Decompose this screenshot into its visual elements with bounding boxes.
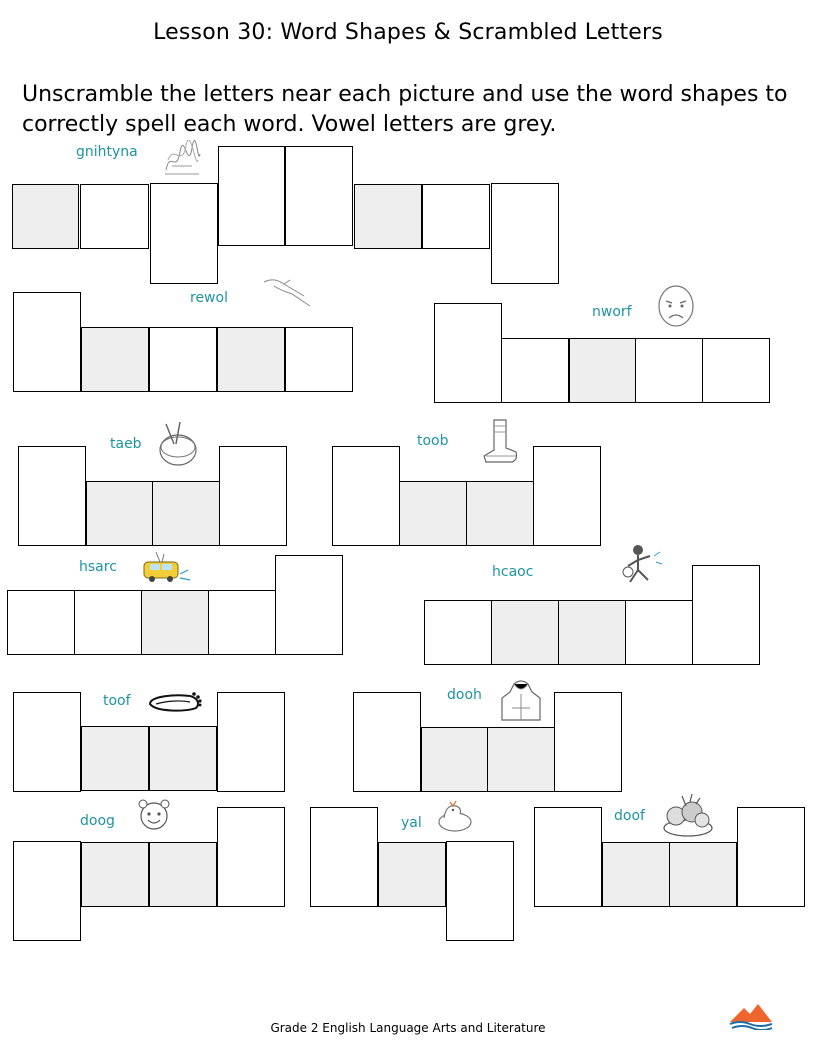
scrambled-word: rewol	[190, 290, 228, 306]
frowning-face-icon	[656, 284, 696, 328]
letter-box-vowel[interactable]	[487, 727, 555, 792]
instructions: Unscramble the letters near each picture and use the word shapes to correctly spell each word. Vowel letters are grey.	[22, 82, 788, 137]
letter-box-vowel[interactable]	[558, 600, 626, 665]
letter-box[interactable]	[501, 338, 569, 403]
food-pile-icon	[662, 790, 714, 838]
letter-box-tail[interactable]	[491, 183, 559, 284]
letter-box-vowel[interactable]	[152, 481, 220, 546]
scrambled-word: taeb	[110, 436, 142, 452]
page-title: Lesson 30: Word Shapes & Scrambled Letters	[153, 20, 663, 45]
letter-box-tall[interactable]	[310, 807, 378, 907]
letter-box-vowel[interactable]	[81, 726, 149, 791]
footprint-icon	[146, 688, 204, 716]
letter-box-tail[interactable]	[13, 841, 81, 941]
mountain-logo-icon	[728, 1002, 774, 1030]
letter-box-tall[interactable]	[13, 692, 81, 792]
scrambled-word: nworf	[592, 304, 632, 320]
letter-box[interactable]	[625, 600, 693, 665]
letter-box[interactable]	[208, 590, 276, 655]
scribble-picture-icon	[162, 140, 202, 178]
letter-box-tall[interactable]	[18, 446, 86, 546]
scrambled-word: dooh	[447, 687, 482, 703]
letter-box-vowel[interactable]	[399, 481, 467, 546]
scrambled-word: doog	[80, 813, 115, 829]
letter-box[interactable]	[285, 327, 353, 392]
scrambled-word: yal	[401, 815, 422, 831]
letter-box-vowel[interactable]	[378, 842, 446, 907]
letter-box-tall[interactable]	[434, 303, 502, 403]
letter-box-tall[interactable]	[534, 807, 602, 907]
letter-box[interactable]	[424, 600, 492, 665]
letter-box-vowel[interactable]	[669, 842, 737, 907]
boot-icon	[480, 418, 520, 466]
letter-box[interactable]	[635, 338, 703, 403]
letter-box-tall[interactable]	[737, 807, 805, 907]
letter-box-tall[interactable]	[353, 692, 421, 792]
letter-box[interactable]	[149, 327, 217, 392]
scrambled-word: doof	[614, 808, 645, 824]
letter-box-vowel[interactable]	[466, 481, 534, 546]
drum-icon	[158, 420, 200, 468]
letter-box-vowel[interactable]	[491, 600, 559, 665]
pointing-hand-icon	[260, 274, 314, 310]
scrambled-word: toob	[417, 433, 449, 449]
letter-box-tall[interactable]	[219, 446, 287, 546]
letter-box-vowel[interactable]	[217, 327, 285, 392]
letter-box-vowel[interactable]	[81, 842, 149, 907]
letter-box[interactable]	[422, 184, 490, 249]
letter-box-vowel[interactable]	[149, 842, 217, 907]
scrambled-word: hsarc	[79, 559, 117, 575]
letter-box-tall[interactable]	[275, 555, 343, 655]
letter-box[interactable]	[702, 338, 770, 403]
letter-box[interactable]	[80, 184, 149, 249]
letter-box-vowel[interactable]	[149, 726, 217, 791]
letter-box-vowel[interactable]	[86, 481, 153, 546]
letter-box-tall[interactable]	[217, 692, 285, 792]
letter-box-tail[interactable]	[446, 841, 514, 941]
soccer-coach-icon	[620, 542, 666, 586]
letter-box-tall[interactable]	[533, 446, 601, 546]
letter-box-tall[interactable]	[217, 807, 285, 907]
scrambled-word: hcaoc	[492, 564, 534, 580]
letter-box-tall[interactable]	[332, 446, 400, 546]
scrambled-word: toof	[103, 693, 131, 709]
hen-icon	[436, 798, 474, 834]
letter-box-tall[interactable]	[692, 565, 760, 665]
footer-text: Grade 2 English Language Arts and Literature	[270, 1021, 546, 1035]
letter-box-vowel[interactable]	[81, 327, 149, 392]
letter-box-tall[interactable]	[285, 146, 353, 246]
letter-box-tail[interactable]	[150, 183, 218, 284]
letter-box-tall[interactable]	[218, 146, 285, 246]
car-crash-icon	[140, 550, 192, 586]
smiling-face-icon	[136, 798, 172, 832]
letter-box-vowel[interactable]	[141, 590, 209, 655]
letter-box-vowel[interactable]	[569, 338, 636, 403]
letter-box[interactable]	[74, 590, 142, 655]
scrambled-word: gnihtyna	[76, 144, 138, 160]
letter-box-vowel[interactable]	[602, 842, 670, 907]
hoodie-icon	[500, 680, 542, 724]
letter-box-tall[interactable]	[13, 292, 81, 392]
letter-box-vowel[interactable]	[421, 727, 488, 792]
letter-box-tall[interactable]	[554, 692, 622, 792]
letter-box-vowel[interactable]	[12, 184, 79, 249]
letter-box-vowel[interactable]	[354, 184, 422, 249]
letter-box[interactable]	[7, 590, 75, 655]
